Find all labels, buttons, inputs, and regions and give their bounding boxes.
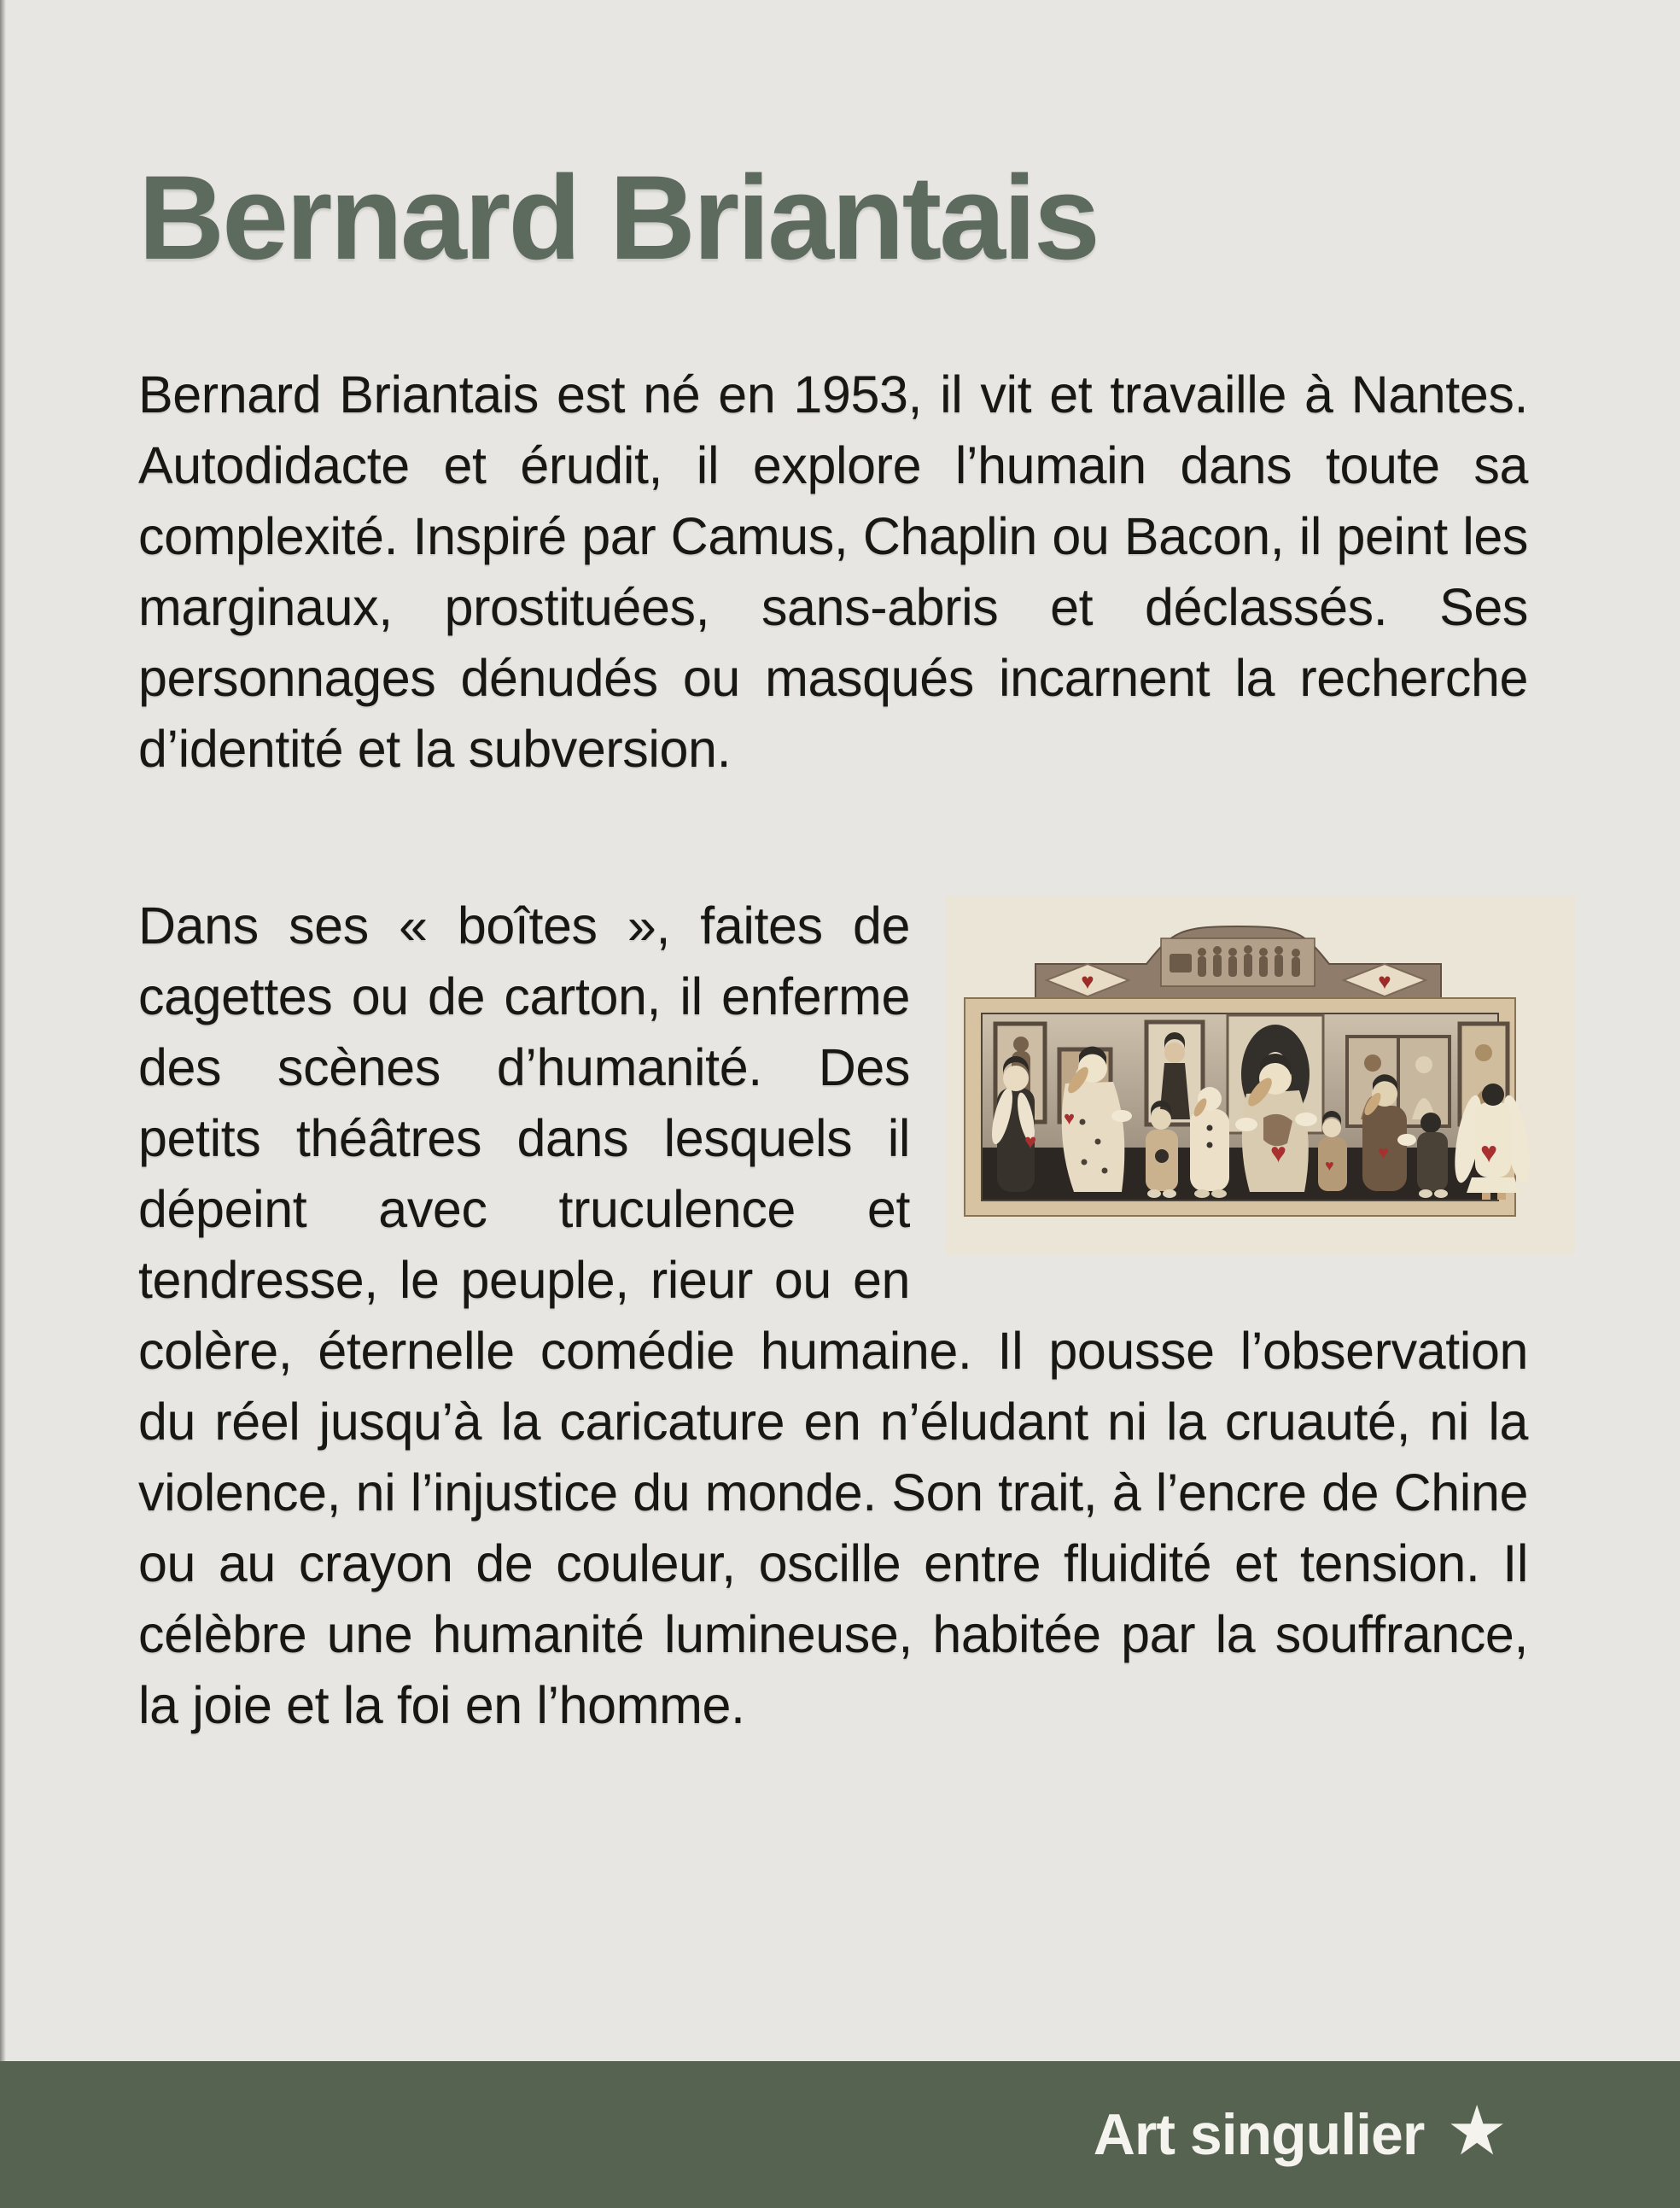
svg-text:♥: ♥ bbox=[1378, 968, 1391, 994]
svg-text:♥: ♥ bbox=[1081, 968, 1094, 994]
artwork-photo bbox=[946, 896, 1575, 1254]
boites-paragraph: Dans ses « boîtes », faites de cagettes ou de carton, il enferme des scènes d’humanité. Des petits théâtres dans lesquels il dépeint avec truculence et tendresse, le peuple, rieur ou en colère, éternelle comédie humaine. Il pousse l’observation du réel jusqu’à la caricature en n’éludant ni la cruauté, ni la violence, ni l’injustice du monde. Son trait, à l’encre de Chine ou au crayon de couleur, oscille entre fluidité et tension. Il célèbre une humanité lumineuse, habitée par la souffrance, la joie et la foi en l’homme. bbox=[138, 897, 1528, 1734]
footer-bar bbox=[0, 2061, 1680, 2208]
artwork-box-illustration bbox=[946, 896, 1575, 1254]
svg-text:♥: ♥ bbox=[1024, 1130, 1037, 1154]
svg-text:♥: ♥ bbox=[1325, 1157, 1334, 1174]
svg-text:♥: ♥ bbox=[1378, 1142, 1390, 1163]
svg-text:♥: ♥ bbox=[1270, 1137, 1286, 1168]
footer-label: Art singulier bbox=[1093, 2102, 1425, 2167]
svg-text:♥: ♥ bbox=[1064, 1107, 1076, 1129]
svg-text:♥: ♥ bbox=[1480, 1136, 1498, 1169]
boites-section bbox=[138, 891, 1528, 1741]
page-title: Bernard Briantais bbox=[138, 150, 1098, 284]
bio-paragraph: Bernard Briantais est né en 1953, il vit et travaille à Nantes. Autodidacte et érudit, il explore l’humain dans toute sa complexité. Inspiré par Camus, Chaplin ou Bacon, il peint les marginaux, prostituées, sans-abris et déclassés. Ses personnages dénudés ou masqués incarnent la recherche d’identité et la subversion. bbox=[138, 365, 1528, 778]
star-icon: ★ bbox=[1446, 2093, 1508, 2169]
